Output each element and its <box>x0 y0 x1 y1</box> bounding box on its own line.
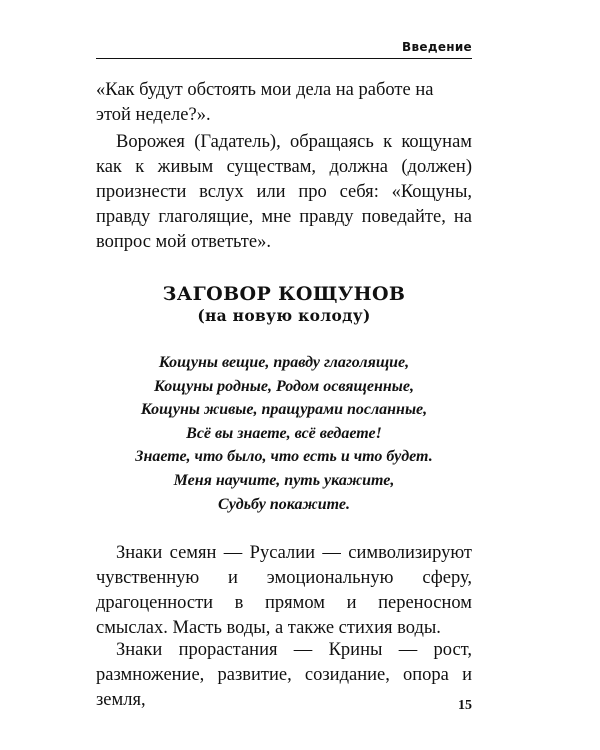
spell-verse <box>0 351 568 516</box>
running-header-title: Введение <box>402 40 472 54</box>
verse-line: Кощуны живые, пращурами посланные, <box>140 401 428 419</box>
paragraph-seed-signs: Знаки семян — Русалии — символизируют чувственную и эмоциональную сферу, драгоценности в прямом и переносном смыслах. Масть воды, а также стихия воды. <box>96 543 472 638</box>
paragraph-question: «Как будут обстоять мои дела на работе на этой неделе?». <box>96 80 434 125</box>
verse-line: Всё вы знаете, всё ведаете! <box>186 424 382 442</box>
spell-subtitle: (на новую колоду) <box>197 306 371 325</box>
header-rule <box>96 58 472 59</box>
verse-line: Знаете, что было, что есть и что будет. <box>135 448 433 466</box>
paragraph-instruction: Ворожея (Гадатель), обращаясь к кощунам как к живым существам, должна (должен) произнести вслух или про себя: «Кощуны, правду глаголящие, мне правду поведайте, на вопрос мой ответьте». <box>96 132 472 252</box>
verse-line: Кощуны вещие, правду глаголящие, <box>158 354 410 371</box>
paragraph-sprout-signs: Знаки прорастания — Крины — рост, размножение, развитие, созидание, опора и земля, <box>96 640 472 710</box>
page-number: 15 <box>458 698 472 713</box>
verse-line: Судьбу покажите. <box>218 495 350 513</box>
spell-title: ЗАГОВОР КОЩУНОВ <box>162 283 406 305</box>
verse-line: Кощуны родные, Родом освященные, <box>154 377 414 395</box>
verse-line: Меня научите, путь укажите, <box>173 471 395 489</box>
